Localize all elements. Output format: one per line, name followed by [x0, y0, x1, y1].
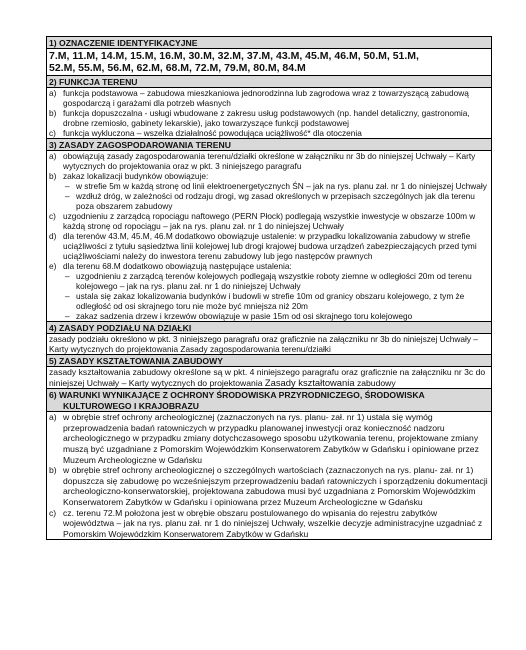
list-item: b) zakaz lokalizacji budynków obowiązuje: – w strefie 5m w każdą stronę od linii elektroenergetycznych ŚN – jak na rys. planu zał. nr 1 do niniejszej Uchwały – wzdłuż dróg, w zależności od rodzaju drogi, wg zasad określonych w przepisach szczególnych jak dla terenu poza obszarem zabudowy	[49, 171, 489, 211]
plan-regulations-table	[46, 36, 492, 540]
dash-item: – wzdłuż dróg, w zależności od rodzaju drogi, wg zasad określonych w przepisach szczególnych jak dla terenu poza obszarem zabudowy	[65, 191, 475, 211]
list-item: b) funkcja dopuszczalna - usługi wbudowane z zakresu usług podstawowych (np. handel detaliczny, gastronomia, drobne rzemiosło, gabinety lekarskie), jako towarzyszące funkcji podstawowej	[49, 108, 470, 128]
list-item: a) obowiązują zasady zagospodarowania terenu/działki określone w załączniku nr 3b do niniejszej Uchwały – Karty wytycznych do projektowania oraz w pkt. 3 niniejszego paragrafu	[49, 151, 476, 171]
section-2-header: 2) FUNKCJA TERENU	[47, 76, 492, 88]
list-item: c) uzgodnieniu z zarządcą ropociągu naftowego (PERN Płock) podlegają wszystkie inwestycje w obszarze 100m w każdą stronę od ropociągu – jak na rys. planu zał. nr 1 do niniejszej Uchwały	[49, 211, 476, 231]
section-5-header: 5) ZASADY KSZTAŁTOWANIA ZABUDOWY	[47, 355, 492, 367]
section-6-header: 6) WARUNKI WYNIKAJĄCE Z OCHRONY ŚRODOWISKA PRZYRODNICZEGO, ŚRODOWISKA KULTUROWEGO I KRAJOBRAZU	[47, 389, 492, 412]
list-item: a) funkcja podstawowa – zabudowa mieszkaniowa jednorodzinna lub zagrodowa wraz z towarzyszącą zabudową gospodarczą i garażami dla potrzeb własnych	[49, 88, 469, 108]
list-item: e) dla terenu 68.M dodatkowo obowiązują następujące ustalenia: – uzgodnieniu z zarządcą terenów kolejowych podlegają wszystkie roboty ziemne w odległości 20m od terenu kolejowego – jak na rys. planu zał. nr 1 do niniejszej Uchwały – ustala się zakaz lokalizowania budynków i budowli w strefie 10m od granicy obszaru kolejowego, z tym że odległość od osi skrajnego toru nie może być mniejsza niż 20m – zakaz sadzenia drzew i krzewów obowiązuje w pasie 15m od osi skrajnego toru kolejowego	[49, 261, 489, 321]
document-page	[46, 36, 492, 540]
list-item: b) w obrębie stref ochrony archeologicznej o szczególnych wartościach (zaznaczonych na rys. planu- zał. nr 1) dopuszcza się zabudowę po wcześniejszym przeprowadzeniu badań ratowniczych i sporządzeniu dokumentacji archeologiczno-konserwatorskiej, projektowana zabudowa musi być uzgadniana z Pomorskim Wojewódzkim Konserwatorem Zabytków w Gdańsku i opiniowana przez Muzeum Archeologiczne w Gdańsku	[49, 465, 488, 507]
dash-item: – uzgodnieniu z zarządcą terenów kolejowych podlegają wszystkie roboty ziemne w odległości 20m od terenu kolejowego – jak na rys. planu zał. nr 1 do niniejszej Uchwały	[65, 271, 472, 291]
list-item: c) funkcja wykluczona – wszelka działalność powodująca uciążliwość* dla otoczenia	[49, 128, 362, 138]
dash-item: – w strefie 5m w każdą stronę od linii elektroenergetycznych ŚN – jak na rys. planu zał. nr 1 do niniejszej Uchwały	[65, 181, 487, 191]
section-2-content	[47, 88, 492, 139]
section-4-header: 4) ZASADY PODZIAŁU NA DZIAŁKI	[47, 322, 492, 334]
list-item: c) cz. terenu 72.M położona jest w obrębie obszaru postulowanego do wpisania do rejestru zabytków województwa – jak na rys. planu zał. nr 1 do niniejszej Uchwały, wszelkie decyzje administracyjne uzgadniać z Pomorskim Wojewódzkim Konserwatorem Zabytków w Gdańsku	[49, 507, 483, 539]
section-4-content: zasady podziału określono w pkt. 3 niniejszego paragrafu oraz graficznie na załączniku nr 3b do niniejszej Uchwały – Karty wytycznych do projektowania Zasady zagospodarowania terenu/działki	[47, 334, 492, 355]
list-item: d) dla terenów 43.M, 45.M, 46.M dodatkowo obowiązuje ustalenie: w przypadku lokalizowania zabudowy w strefie uciążliwości z tytułu sąsiedztwa linii kolejowej lub drogi krajowej budowa urządzeń zabezpieczających przed tymi uciążliwościami należy do inwestora terenu zabudowy lub jego następców prawnych	[49, 231, 477, 261]
dash-item: – ustala się zakaz lokalizowania budynków i budowli w strefie 10m od granicy obszaru kolejowego, z tym że odległość od osi skrajnego toru nie może być mniejsza niż 20m	[65, 291, 465, 311]
ids-line-2: 52.M, 55.M, 56.M, 62.M, 68.M, 72.M, 79.M, 80.M, 84.M	[49, 62, 306, 74]
list-item: a) w obrębie stref ochrony archeologicznej (zaznaczonych na rys. planu- zał. nr 1) ustala się wymóg przeprowadzenia badań ratowniczych w przypadku planowanej inwestycji oraz konieczność nadzoru archeologicznego w przypadku zmiany dotychczasowego sposobu użytkowania terenu, projektowane zmiany muszą być uzgadniane z Pomorskim Wojewódzkim Konserwatorem Zabytków w Gdańsku i opiniowane przez Muzeum Archeologiczne w Gdańsku	[49, 412, 479, 465]
section-3-header: 3) ZASADY ZAGOSPODAROWANIA TERENU	[47, 139, 492, 151]
ids-line-1: 7.M, 11.M, 14.M, 15.M, 16.M, 30.M, 32.M, 37.M, 43.M, 45.M, 46.M, 50.M, 51.M,	[49, 50, 419, 62]
section-3-content	[47, 151, 492, 322]
section-6-content	[47, 412, 492, 540]
section-1-header: 1) OZNACZENIE IDENTYFIKACYJNE	[47, 37, 492, 49]
dash-item: – zakaz sadzenia drzew i krzewów obowiązuje w pasie 15m od osi skrajnego toru kolejowego	[65, 311, 413, 321]
identification-codes	[47, 49, 492, 76]
section-5-content: zasady kształtowania zabudowy określone są w pkt. 4 niniejszego paragrafu oraz graficznie na załączniku nr 3c do niniejszej Uchwały – Karty wytycznych do projektowania Zasady kształtowania zabudowy	[47, 367, 492, 389]
